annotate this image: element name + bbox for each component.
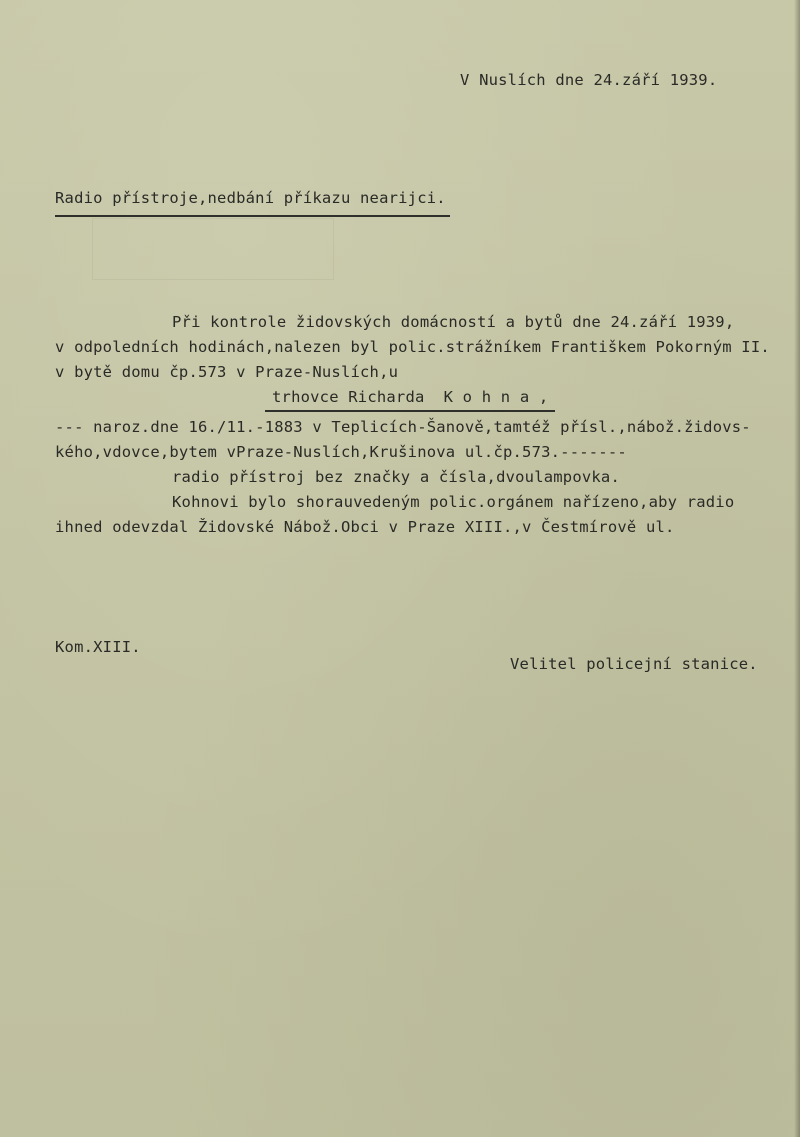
- body-line-1: Při kontrole židovských domácností a bytů dne 24.září 1939,: [172, 313, 735, 331]
- subject-line: Radio přístroje,nedbání příkazu nearijci.: [55, 189, 446, 207]
- subject-underline: [55, 215, 450, 217]
- scan-edge: [794, 0, 800, 1137]
- body-line-2: v odpoledních hodinách,nalezen byl polic.strážníkem Františkem Pokorným II.: [55, 338, 770, 356]
- footer-left: Kom.XIII.: [55, 638, 141, 656]
- body-line-5: --- naroz.dne 16./11.-1883 v Teplicích-Šanově,tamtéž přísl.,nábož.židovs-: [55, 418, 751, 436]
- body-line-8: Kohnovi bylo shorauvedeným polic.orgánem nařízeno,aby radio: [172, 493, 735, 511]
- body-line-4: trhovce Richarda K o h n a ,: [272, 388, 549, 406]
- body-line-3: v bytě domu čp.573 v Praze-Nuslích,u: [55, 363, 399, 381]
- footer-signature: Velitel policejní stanice.: [510, 655, 758, 673]
- body-line-7: radio přístroj bez značky a čísla,dvoulampovka.: [172, 468, 620, 486]
- body-line-6: kého,vdovce,bytem vPraze-Nuslích,Krušinova ul.čp.573.-------: [55, 443, 627, 461]
- place-date: V Nuslích dne 24.září 1939.: [460, 71, 718, 89]
- faded-stamp: [92, 218, 334, 280]
- body-line-9: ihned odevzdal Židovské Nábož.Obci v Praze XIII.,v Čestmírově ul.: [55, 518, 675, 536]
- name-underline: [265, 410, 555, 412]
